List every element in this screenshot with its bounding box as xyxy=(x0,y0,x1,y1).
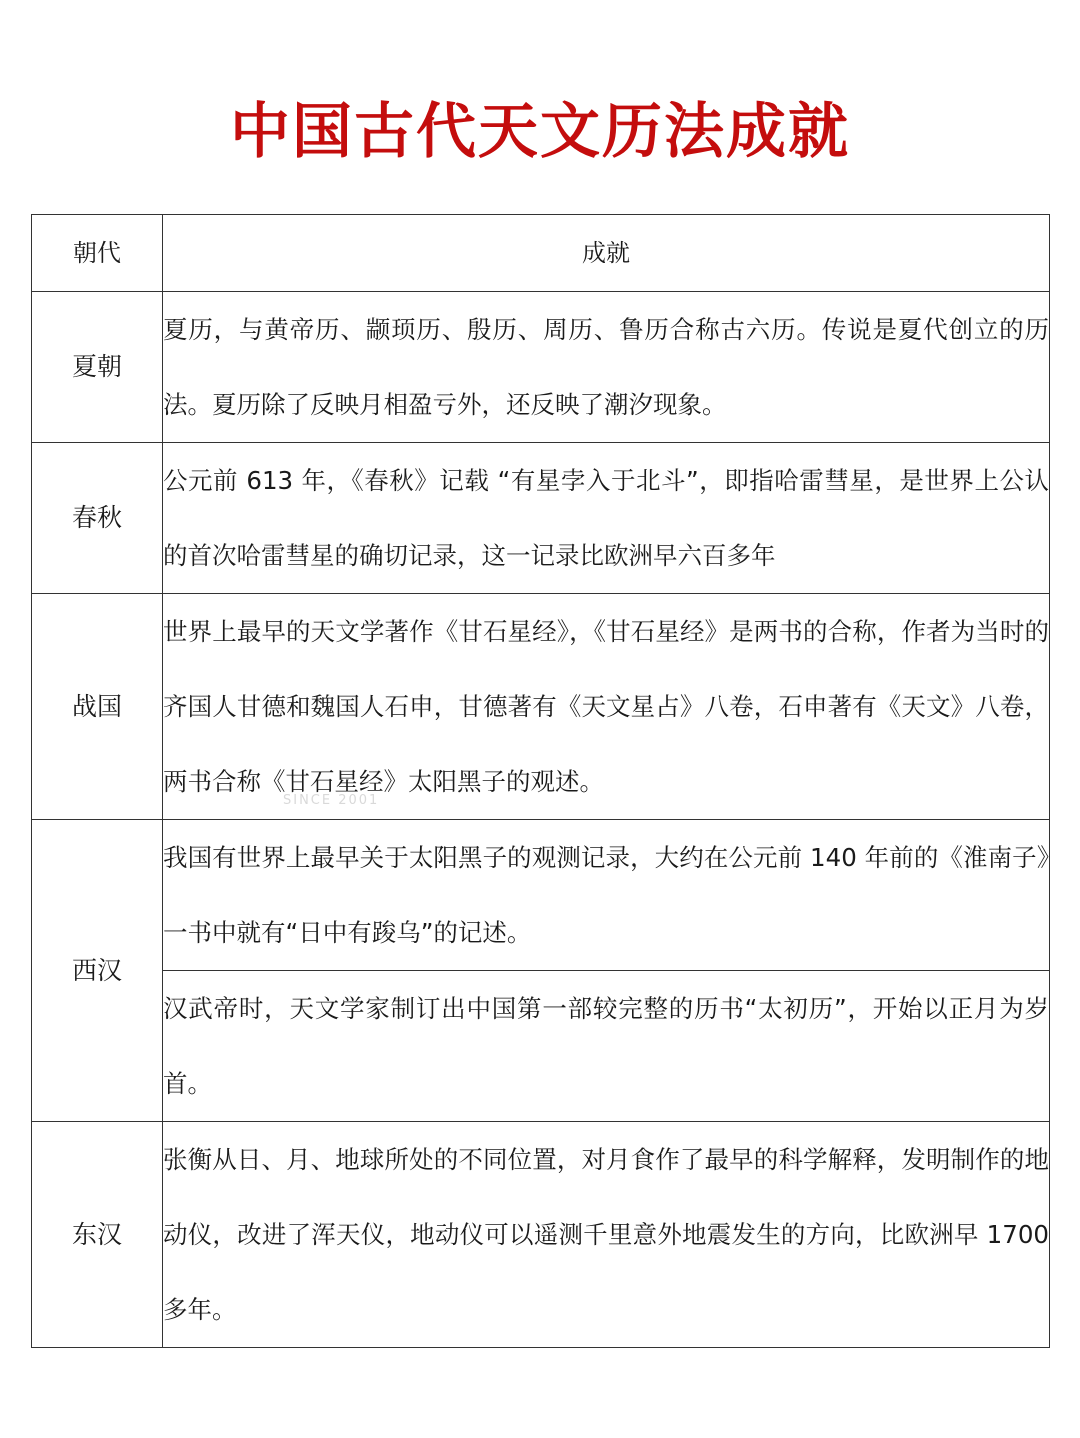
achievement-cell: 世界上最早的天文学著作《甘石星经》，《甘石星经》是两书的合称，作者为当时的齐国人甘德和魏国人石申，甘德著有《天文星占》八卷，石申著有《天文》八卷，两书合称《甘石星经》太阳黑子的观述。 xyxy=(163,594,1050,820)
dynasty-cell: 春秋 xyxy=(32,443,163,594)
achievements-table xyxy=(31,214,1050,1348)
watermark: SINCE 2001 xyxy=(283,793,380,808)
header-dynasty: 朝代 xyxy=(32,215,163,292)
dynasty-cell: 东汉 xyxy=(32,1122,163,1348)
table-row xyxy=(32,820,1050,971)
table-header-row xyxy=(32,215,1050,292)
achievement-cell: 我国有世界上最早关于太阳黑子的观测记录，大约在公元前 140 年前的《淮南子》一书中就有“日中有踆乌”的记述。 xyxy=(163,820,1050,971)
achievement-cell: 公元前 613 年，《春秋》记载 “有星孛入于北斗”，即指哈雷彗星，是世界上公认的首次哈雷彗星的确切记录，这一记录比欧洲早六百多年 xyxy=(163,443,1050,594)
dynasty-cell: 战国 xyxy=(32,594,163,820)
table-row xyxy=(32,594,1050,820)
achievement-cell: 夏历，与黄帝历、颛顼历、殷历、周历、鲁历合称古六历。传说是夏代创立的历法。夏历除了反映月相盈亏外，还反映了潮汐现象。 xyxy=(163,292,1050,443)
achievement-cell: 汉武帝时，天文学家制订出中国第一部较完整的历书“太初历”，开始以正月为岁首。 xyxy=(163,971,1050,1122)
achievement-cell: 张衡从日、月、地球所处的不同位置，对月食作了最早的科学解释，发明制作的地动仪，改进了浑天仪，地动仪可以遥测千里意外地震发生的方向，比欧洲早 1700 多年。 xyxy=(163,1122,1050,1348)
table-row xyxy=(32,1122,1050,1348)
header-achievement: 成就 xyxy=(163,215,1050,292)
table-row xyxy=(32,971,1050,1122)
table-row xyxy=(32,292,1050,443)
dynasty-cell: 夏朝 xyxy=(32,292,163,443)
table-row xyxy=(32,443,1050,594)
dynasty-cell: 西汉 xyxy=(32,820,163,1122)
page-title: 中国古代天文历法成就 xyxy=(230,97,850,167)
